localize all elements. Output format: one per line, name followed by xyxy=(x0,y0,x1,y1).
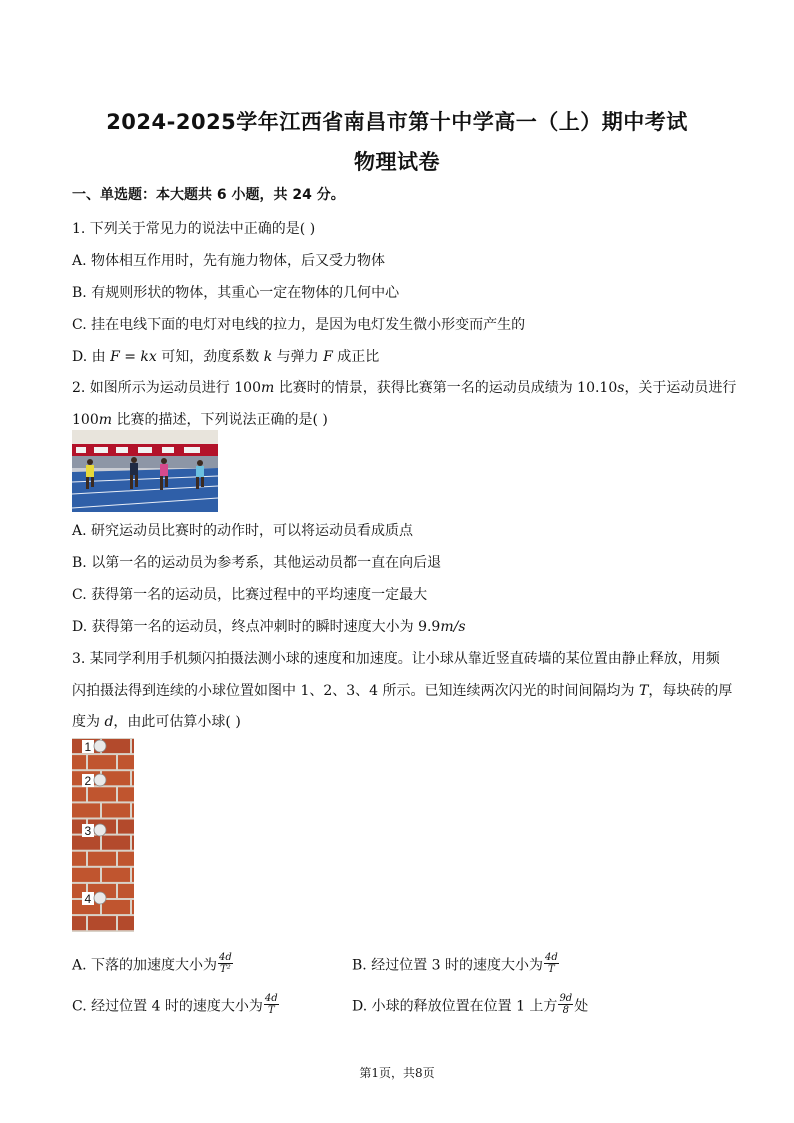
exam-subtitle: 物理试卷 xyxy=(354,150,440,174)
ball-position-4 xyxy=(94,892,106,904)
q1-d-text: 与弹力 xyxy=(272,349,324,365)
brick xyxy=(102,868,130,882)
brick xyxy=(118,820,134,834)
brick xyxy=(88,852,116,866)
q1-d-formula: F = kx xyxy=(110,349,157,365)
q3-c-fraction xyxy=(264,993,279,1016)
q1-option-b: B. 有规则形状的物体，其重心一定在物体的几何中心 xyxy=(72,285,400,301)
q1-d-text: 可知，劲度系数 xyxy=(156,349,264,365)
q1-d-F: F xyxy=(323,349,333,365)
q1-d-k: k xyxy=(263,349,273,365)
q2-option-c: C. 获得第一名的运动员，比赛过程中的平均速度一定最大 xyxy=(72,587,428,603)
brick xyxy=(132,771,134,785)
q2-text: 比赛的描述，下列说法正确的是( ) xyxy=(112,412,328,428)
q1-option-d xyxy=(72,346,379,366)
q2-option-b: B. 以第一名的运动员为参考系，其他运动员都一直在向后退 xyxy=(72,555,442,571)
q3-b-text: B. 经过位置 3 时的速度大小为 xyxy=(352,957,543,974)
ball-position-3 xyxy=(94,824,106,836)
exam-title: 2024-2025学年江西省南昌市第十中学高一（上）期中考试 xyxy=(106,110,688,134)
sprint-race-photo xyxy=(72,430,218,512)
q3-b-fraction xyxy=(544,952,559,975)
q3-c-text: C. 经过位置 4 时的速度大小为 xyxy=(72,998,263,1015)
brick xyxy=(88,755,116,769)
q1-stem: 1. 下列关于常见力的说法中正确的是( ) xyxy=(72,221,316,237)
q3-option-c xyxy=(72,995,280,1018)
q2-text: 2. 如图所示为运动员进行 100 xyxy=(72,380,261,396)
q3-text: ，每块砖的厚 xyxy=(648,683,733,699)
q1-option-c: C. 挂在电线下面的电灯对电线的拉力，是因为电灯发生微小形变而产生的 xyxy=(72,317,526,333)
brick xyxy=(88,916,116,930)
q2-d-unit: m/s xyxy=(440,619,466,635)
brick xyxy=(102,836,130,850)
section-heading: 一、单选题：本大题共 6 小题，共 24 分。 xyxy=(72,187,345,203)
q2-unit: m xyxy=(260,380,275,396)
fraction-numerator: 4d xyxy=(545,952,558,963)
ball-position-1 xyxy=(94,740,106,752)
q2-text: 比赛时的情景，获得比赛第一名的运动员成绩为 10.10 xyxy=(274,380,618,396)
position-label: 3 xyxy=(84,824,92,838)
q2-d-text: D. 获得第一名的运动员，终点冲刺时的瞬时速度大小为 9.9 xyxy=(72,619,441,635)
brick xyxy=(102,900,130,914)
q3-d-text: 处 xyxy=(574,998,589,1015)
q3-a-text: A. 下落的加速度大小为 xyxy=(72,957,218,974)
q3-a-fraction xyxy=(218,952,233,975)
brick xyxy=(118,916,134,930)
q2-stem-line1 xyxy=(72,377,736,397)
q1-option-a: A. 物体相互作用时，先有施力物体，后又受力物体 xyxy=(72,253,386,269)
q3-d-fraction xyxy=(558,993,573,1016)
position-label: 1 xyxy=(84,740,92,754)
fraction-numerator: 9d xyxy=(559,993,573,1004)
q2-option-d xyxy=(72,616,466,636)
brick xyxy=(72,916,86,930)
fraction-denominator: 8 xyxy=(562,1005,569,1016)
page-number: 第1页，共8页 xyxy=(359,1066,435,1080)
q3-option-b xyxy=(352,954,560,977)
brick xyxy=(72,803,100,817)
brick xyxy=(132,836,134,850)
fraction-numerator: 4d xyxy=(264,993,278,1004)
brick xyxy=(132,739,134,753)
brick xyxy=(118,884,134,898)
q3-text: 度为 xyxy=(72,714,105,730)
q2-option-a: A. 研究运动员比赛时的动作时，可以将运动员看成质点 xyxy=(72,523,414,539)
brick xyxy=(72,868,100,882)
q2-stem-line2 xyxy=(72,409,328,429)
brick-wall-figure xyxy=(72,738,134,932)
brick xyxy=(118,755,134,769)
q3-var-T: T xyxy=(638,683,649,699)
q3-option-a xyxy=(72,954,234,977)
q3-stem-line2 xyxy=(72,680,732,700)
brick xyxy=(72,852,86,866)
q3-text: ，由此可估算小球( ) xyxy=(113,714,241,730)
q2-text: ，关于运动员进行 xyxy=(624,380,737,396)
brick xyxy=(102,803,130,817)
q3-option-d xyxy=(352,995,588,1018)
q3-text: 闪拍摄法得到连续的小球位置如图中 1、2、3、4 所示。已知连续两次闪光的时间间隔均为 xyxy=(72,683,639,699)
ball-position-2 xyxy=(94,774,106,786)
brick xyxy=(132,900,134,914)
q1-d-text: D. 由 xyxy=(72,349,111,365)
q3-var-d: d xyxy=(104,714,114,730)
q3-d-text: D. 小球的释放位置在位置 1 上方 xyxy=(352,998,558,1015)
position-label: 2 xyxy=(84,774,92,788)
brick xyxy=(118,852,134,866)
fraction-denominator: T xyxy=(548,964,555,975)
q1-d-text: 成正比 xyxy=(332,349,380,365)
brick xyxy=(88,787,116,801)
brick xyxy=(102,771,130,785)
q2-unit: m xyxy=(98,412,113,428)
q3-stem-line3 xyxy=(72,711,241,731)
brick xyxy=(132,868,134,882)
brick xyxy=(72,787,86,801)
q3-stem-line1: 3. 某同学利用手机频闪拍摄法测小球的速度和加速度。让小球从靠近竖直砖墙的某位置由静止释放，用频 xyxy=(72,651,720,667)
brick xyxy=(118,787,134,801)
position-label: 4 xyxy=(84,892,92,906)
fraction-numerator: 4d xyxy=(219,952,232,963)
q2-unit: s xyxy=(617,380,625,396)
brick xyxy=(72,755,86,769)
q2-text: 100 xyxy=(72,412,99,428)
fraction-denominator: T² xyxy=(220,964,231,975)
brick xyxy=(132,803,134,817)
fraction-denominator: T xyxy=(267,1005,275,1016)
